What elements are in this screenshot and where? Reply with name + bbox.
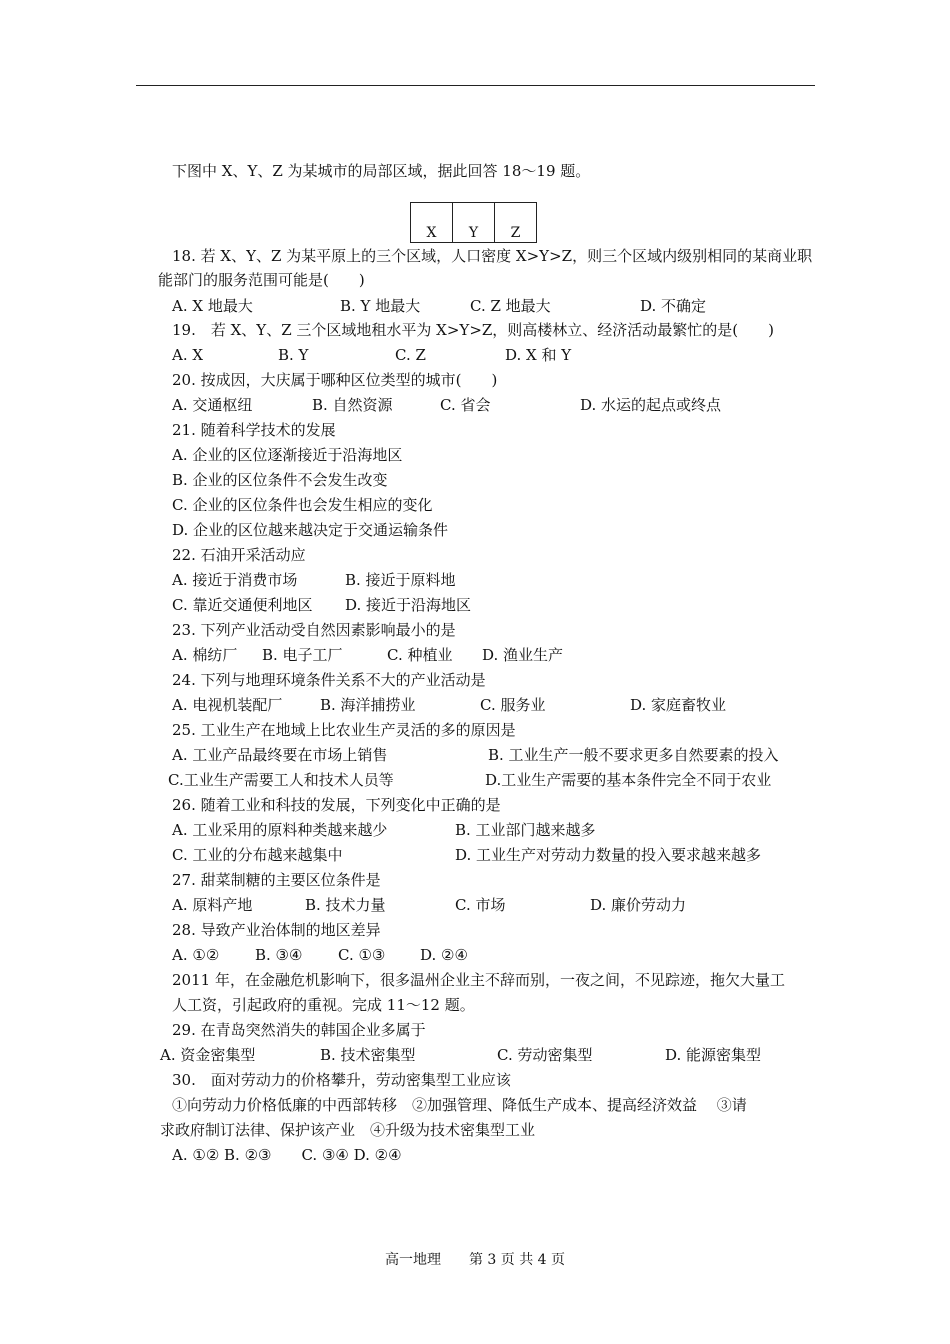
q29-option-a: A. 资金密集型 xyxy=(160,1046,256,1064)
passage-line-2: 人工资，引起政府的重视。完成 11～12 题。 xyxy=(172,996,475,1014)
header-rule xyxy=(136,85,815,86)
q27-option-a: A. 原料产地 xyxy=(172,896,253,914)
q21-option-a: A. 企业的区位逐渐接近于沿海地区 xyxy=(172,446,403,464)
q22-option-a: A. 接近于消费市场 xyxy=(172,571,298,589)
q19-stem: 19. 若 X、Y、Z 三个区域地租水平为 X>Y>Z，则高楼林立、经济活动最繁忙的是( ) xyxy=(172,321,775,339)
q18-stem: 18. 若 X、Y、Z 为某平原上的三个区域，人口密度 X>Y>Z，则三个区域内级别相同的某商业职 xyxy=(172,247,813,265)
q18-option-c: C. Z 地最大 xyxy=(470,297,551,315)
q23-stem: 23. 下列产业活动受自然因素影响最小的是 xyxy=(172,621,456,639)
zone-x: X xyxy=(411,203,453,243)
q28-option-b: B. ③④ xyxy=(255,946,303,964)
q18-option-d: D. 不确定 xyxy=(640,297,707,315)
zone-y: Y xyxy=(453,203,495,243)
q24-option-c: C. 服务业 xyxy=(480,696,546,714)
q26-option-d: D. 工业生产对劳动力数量的投入要求越来越多 xyxy=(455,846,762,864)
q23-option-d: D. 渔业生产 xyxy=(482,646,564,664)
q22-option-d: D. 接近于沿海地区 xyxy=(345,596,472,614)
q21-option-c: C. 企业的区位条件也会发生相应的变化 xyxy=(172,496,433,514)
page-footer: 高一地理 第 3 页 共 4 页 xyxy=(384,1252,566,1268)
intro-text: 下图中 X、Y、Z 为某城市的局部区域，据此回答 18～19 题。 xyxy=(172,162,591,180)
q27-stem: 27. 甜菜制糖的主要区位条件是 xyxy=(172,871,381,889)
q23-option-a: A. 棉纺厂 xyxy=(172,646,238,664)
q30-items-line-1: ①向劳动力价格低廉的中西部转移 ②加强管理、降低生产成本、提高经济效益 ③请 xyxy=(172,1096,747,1114)
q27-option-d: D. 廉价劳动力 xyxy=(590,896,687,914)
q21-option-b: B. 企业的区位条件不会发生改变 xyxy=(172,471,388,489)
q18-option-b: B. Y 地最大 xyxy=(340,297,421,315)
q28-option-a: A. ①② xyxy=(172,946,220,964)
q22-stem: 22. 石油开采活动应 xyxy=(172,546,306,564)
q22-option-b: B. 接近于原料地 xyxy=(345,571,456,589)
q26-option-c: C. 工业的分布越来越集中 xyxy=(172,846,343,864)
q26-option-a: A. 工业采用的原料种类越来越少 xyxy=(172,821,388,839)
q28-option-c: C. ①③ xyxy=(338,946,386,964)
q29-option-c: C. 劳动密集型 xyxy=(497,1046,593,1064)
q24-option-b: B. 海洋捕捞业 xyxy=(320,696,416,714)
q20-stem: 20. 按成因，大庆属于哪种区位类型的城市( ) xyxy=(172,371,498,389)
q25-stem: 25. 工业生产在地域上比农业生产灵活的多的原因是 xyxy=(172,721,516,739)
q18-stem-cont: 能部门的服务范围可能是( ) xyxy=(158,271,365,289)
q27-option-b: B. 技术力量 xyxy=(305,896,386,914)
q20-option-a: A. 交通枢纽 xyxy=(172,396,253,414)
q19-option-c: C. Z xyxy=(395,346,426,364)
q19-option-d: D. X 和 Y xyxy=(505,346,572,364)
q30-items-line-2: 求政府制订法律、保护该产业 ④升级为技术密集型工业 xyxy=(160,1121,536,1139)
q24-stem: 24. 下列与地理环境条件关系不大的产业活动是 xyxy=(172,671,486,689)
q19-option-a: A. X xyxy=(172,346,204,364)
q25-option-b: B. 工业生产一般不要求更多自然要素的投入 xyxy=(488,746,779,764)
q27-option-c: C. 市场 xyxy=(455,896,506,914)
q24-option-a: A. 电视机装配厂 xyxy=(172,696,283,714)
q26-option-b: B. 工业部门越来越多 xyxy=(455,821,596,839)
q21-stem: 21. 随着科学技术的发展 xyxy=(172,421,336,439)
passage-line-1: 2011 年，在金融危机影响下，很多温州企业主不辞而别，一夜之间，不见踪迹，拖欠大量工 xyxy=(172,971,785,989)
q20-option-c: C. 省会 xyxy=(440,396,491,414)
zone-z: Z xyxy=(495,203,537,243)
q30-options: A. ①② B. ②③ C. ③④ D. ②④ xyxy=(172,1146,402,1164)
q23-option-b: B. 电子工厂 xyxy=(262,646,343,664)
zone-diagram xyxy=(410,202,537,243)
q30-stem: 30. 面对劳动力的价格攀升，劳动密集型工业应该 xyxy=(172,1071,511,1089)
q25-option-c: C.工业生产需要工人和技术人员等 xyxy=(168,771,394,789)
q29-stem: 29. 在青岛突然消失的韩国企业多属于 xyxy=(172,1021,426,1039)
q20-option-b: B. 自然资源 xyxy=(312,396,393,414)
q22-option-c: C. 靠近交通便利地区 xyxy=(172,596,313,614)
q24-option-d: D. 家庭畜牧业 xyxy=(630,696,727,714)
q25-option-d: D.工业生产需要的基本条件完全不同于农业 xyxy=(485,771,772,789)
q26-stem: 26. 随着工业和科技的发展，下列变化中正确的是 xyxy=(172,796,501,814)
q21-option-d: D. 企业的区位越来越决定于交通运输条件 xyxy=(172,521,449,539)
q25-option-a: A. 工业产品最终要在市场上销售 xyxy=(172,746,388,764)
q29-option-d: D. 能源密集型 xyxy=(665,1046,762,1064)
q23-option-c: C. 种植业 xyxy=(387,646,453,664)
q28-option-d: D. ②④ xyxy=(420,946,468,964)
q29-option-b: B. 技术密集型 xyxy=(320,1046,416,1064)
q28-stem: 28. 导致产业治体制的地区差异 xyxy=(172,921,381,939)
q19-option-b: B. Y xyxy=(278,346,309,364)
q18-option-a: A. X 地最大 xyxy=(172,297,253,315)
q20-option-d: D. 水运的起点或终点 xyxy=(580,396,722,414)
